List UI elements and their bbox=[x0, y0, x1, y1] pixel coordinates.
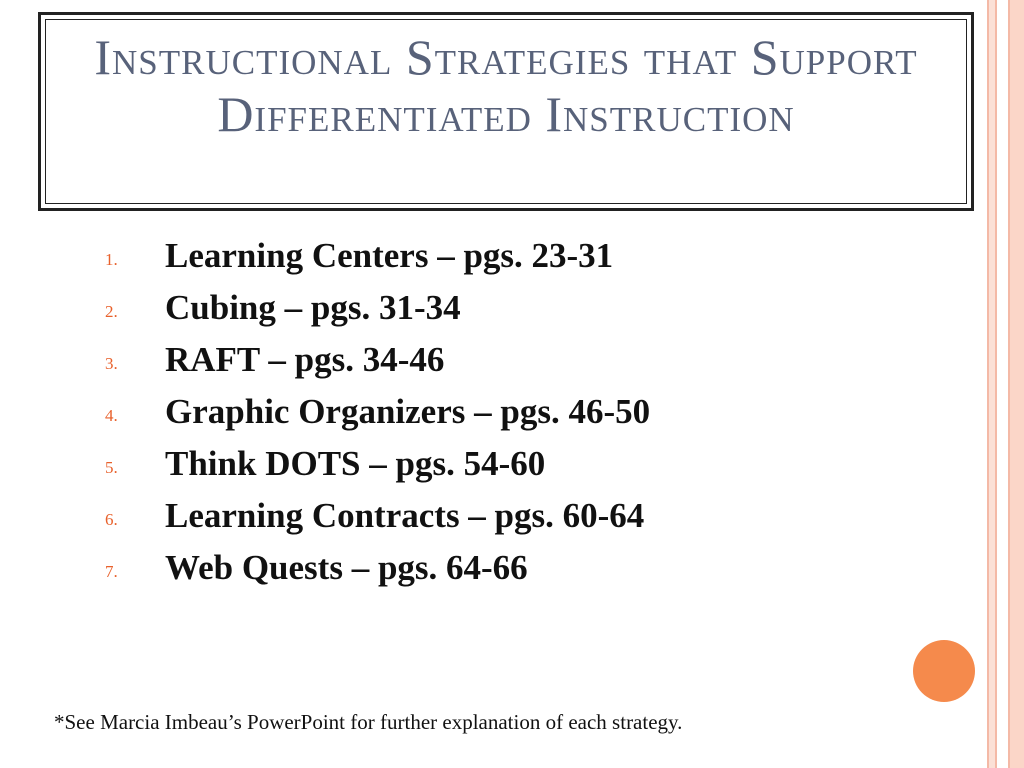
list-item-text: Think DOTS – pgs. 54-60 bbox=[165, 444, 546, 483]
list-item-text: Web Quests – pgs. 64-66 bbox=[165, 548, 528, 587]
right-border-band bbox=[1010, 0, 1024, 768]
list-item-number: 3. bbox=[105, 354, 118, 373]
slide-title: Instructional Strategies that Support Differentiated Instruction bbox=[94, 29, 918, 142]
list-item-text: Learning Contracts – pgs. 60-64 bbox=[165, 496, 645, 535]
list-item-number: 4. bbox=[105, 406, 118, 425]
list-item-number: 2. bbox=[105, 302, 118, 321]
list-item-number: 5. bbox=[105, 458, 118, 477]
list-item-text: Learning Centers – pgs. 23-31 bbox=[165, 236, 614, 275]
right-border-line bbox=[987, 0, 989, 768]
list-item-number: 1. bbox=[105, 250, 118, 269]
list-item-number: 7. bbox=[105, 562, 118, 581]
list-item-number: 6. bbox=[105, 510, 118, 529]
title-frame bbox=[38, 12, 974, 211]
list-item-text: Graphic Organizers – pgs. 46-50 bbox=[165, 392, 651, 431]
footnote: *See Marcia Imbeau’s PowerPoint for further explanation of each strategy. bbox=[54, 710, 683, 734]
list-item-text: RAFT – pgs. 34-46 bbox=[165, 340, 445, 379]
decorative-orange-circle bbox=[913, 640, 975, 702]
list-item-text: Cubing – pgs. 31-34 bbox=[165, 288, 461, 327]
